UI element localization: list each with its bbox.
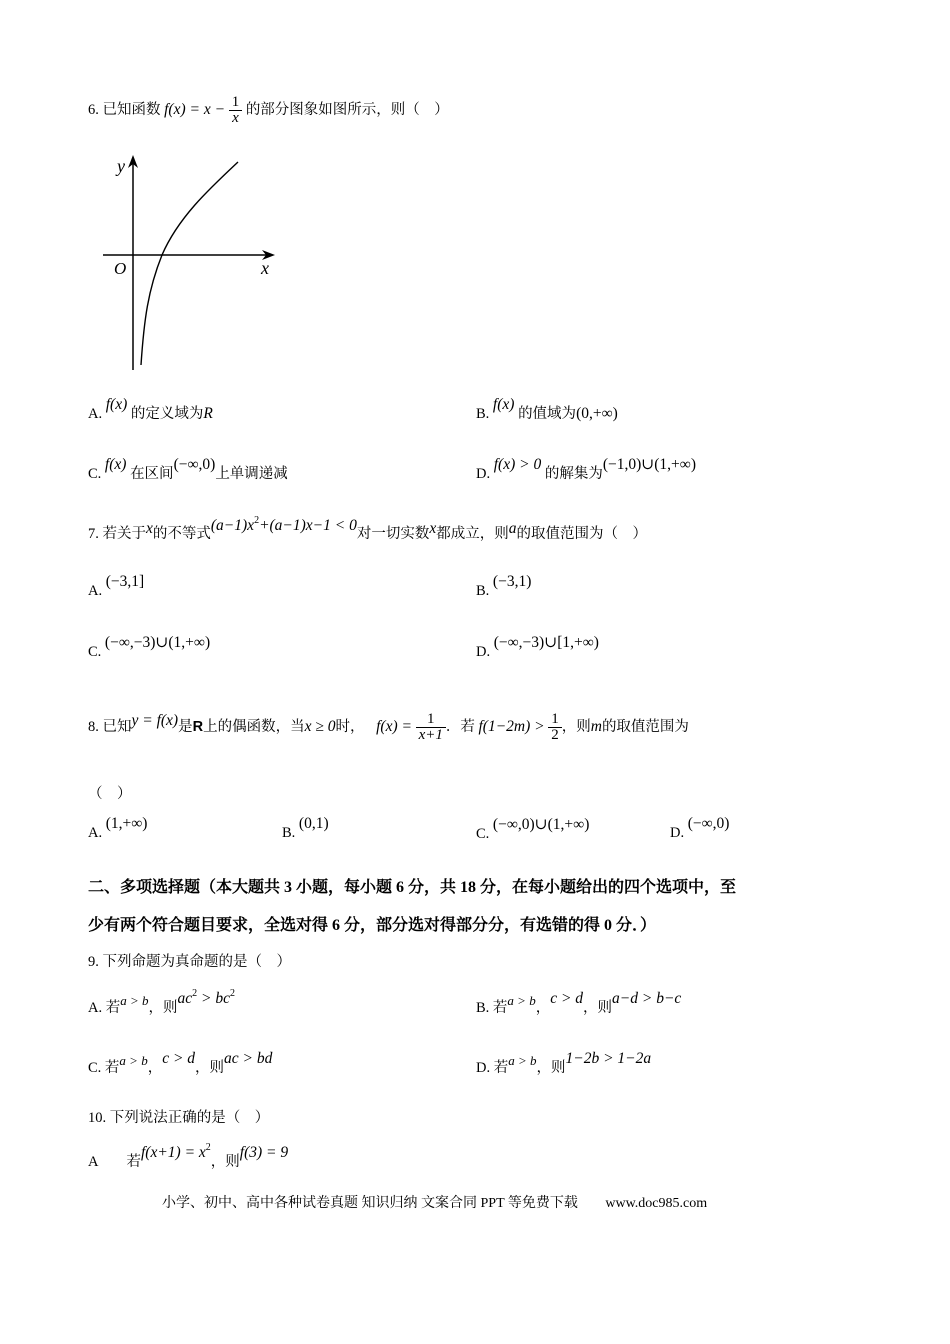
q8-when: 时， xyxy=(335,718,365,735)
q7-var2: x xyxy=(429,520,437,537)
result-ac: ac xyxy=(177,990,193,1007)
q6-stem xyxy=(88,95,449,126)
q9-option-d[interactable] xyxy=(476,1050,652,1077)
option-cond-2: c > d xyxy=(162,1050,196,1067)
q8-ruo: ．若 xyxy=(445,718,475,735)
option-letter: B. xyxy=(282,825,296,841)
option-letter: D. xyxy=(476,644,491,660)
option-text: 的定义域为 xyxy=(130,406,204,422)
q7-var3: a xyxy=(508,520,517,537)
option-math: (−∞,0) xyxy=(687,815,730,832)
option-sep: ，则 xyxy=(148,1000,178,1016)
q6-option-d[interactable] xyxy=(476,456,696,483)
q8-m: m xyxy=(590,717,602,735)
q7-inequality xyxy=(211,517,357,534)
f1-text: f(x+1) = x xyxy=(140,1144,206,1161)
q8-range: 的取值范围为 xyxy=(601,718,689,735)
option-f2: f(3) = 9 xyxy=(239,1144,289,1161)
option-text: 的解集为 xyxy=(544,466,603,482)
origin-label: O xyxy=(114,259,127,278)
option-letter: A xyxy=(88,1154,99,1170)
q8-pre: 已知 xyxy=(102,718,132,735)
option-sep: ，则 xyxy=(195,1060,225,1076)
q6-option-c[interactable] xyxy=(88,456,288,483)
q8-then: ，则 xyxy=(561,718,591,735)
option-result: 1−2b > 1−2a xyxy=(565,1050,652,1067)
option-result: ac > bd xyxy=(224,1050,273,1067)
option-ruo: 若 xyxy=(126,1154,141,1170)
option-cond-1: a > b xyxy=(507,993,536,1008)
q7-option-c[interactable] xyxy=(88,634,211,661)
option-math: (−∞,−3)∪(1,+∞) xyxy=(104,634,211,651)
q8-option-d[interactable] xyxy=(670,815,730,842)
option-tail: (0,+∞) xyxy=(576,405,618,422)
option-letter: C. xyxy=(88,644,102,660)
q7-var1: x xyxy=(146,520,153,537)
q8-fx: f(x) = xyxy=(376,717,412,735)
q7-option-a[interactable] xyxy=(88,573,145,600)
function-curve xyxy=(141,162,238,365)
q6-graph xyxy=(98,150,288,375)
option-letter: D. xyxy=(670,825,685,841)
option-math: f(x) xyxy=(492,396,515,413)
q7-stem xyxy=(88,515,647,543)
q8-R: R xyxy=(192,718,204,735)
option-math: (1,+∞) xyxy=(105,815,148,832)
q8-fraction-2 xyxy=(548,712,562,743)
q8-option-c[interactable] xyxy=(476,816,590,843)
q8-f12m: f(1−2m) > xyxy=(478,717,545,735)
q7-option-d[interactable] xyxy=(476,634,599,661)
q8-frac2-num: 1 xyxy=(548,712,562,728)
q9-option-b[interactable] xyxy=(476,990,682,1017)
result-bc: > bc xyxy=(197,990,230,1007)
option-math: (−∞,0)∪(1,+∞) xyxy=(492,816,590,833)
q8-frac1-den: x+1 xyxy=(418,727,443,743)
q7-mid2: 对一切实数 xyxy=(356,526,430,542)
option-letter: A. xyxy=(88,583,103,599)
f1-sup: 2 xyxy=(205,1142,211,1153)
q6-stem-pre: 已知函数 xyxy=(102,101,161,118)
section2-heading-line1: 二、多项选择题（本大题共 3 小题，每小题 6 分，共 18 分，在每小题给出的四个选项中，至 xyxy=(88,879,737,896)
q7-post: 的取值范围为（ ） xyxy=(516,526,647,542)
page-footer xyxy=(162,1192,707,1212)
option-letter: C. 若 xyxy=(88,1060,120,1076)
option-sep: ，则 xyxy=(583,1000,613,1016)
option-interval: (−∞,0) xyxy=(173,456,216,473)
q6-option-a[interactable] xyxy=(88,396,213,423)
option-comma: ， xyxy=(147,1060,163,1076)
q7-mid1: 的不等式 xyxy=(152,526,211,542)
q8-option-b[interactable] xyxy=(282,815,329,842)
option-result: a−d > b−c xyxy=(612,990,682,1007)
q6-frac-den: x xyxy=(232,110,239,126)
q8-frac2-den: 2 xyxy=(551,727,559,743)
q6-frac-num: 1 xyxy=(229,95,243,111)
q7-number: 7. xyxy=(88,526,99,542)
section2-heading-line2: 少有两个符合题目要求，全选对得 6 分，部分选对得部分分，有选错的得 0 分．） xyxy=(88,917,657,934)
q8-is: 是 xyxy=(178,718,193,735)
option-math: f(x) > 0 xyxy=(493,456,542,473)
y-axis-label: y xyxy=(117,156,125,176)
option-comma: ， xyxy=(535,1000,551,1016)
q9-option-c[interactable] xyxy=(88,1050,273,1077)
option-letter: D. xyxy=(476,466,491,482)
option-cond-2: c > d xyxy=(550,990,584,1007)
option-math: f(x) xyxy=(104,456,127,473)
option-letter: A. 若 xyxy=(88,1000,121,1016)
q8-option-a[interactable] xyxy=(88,815,148,842)
q6-stem-post: 的部分图象如图所示，则（ ） xyxy=(245,101,449,118)
option-cond: a > b xyxy=(120,993,149,1008)
option-letter: B. xyxy=(476,406,490,422)
result-sup1: 2 xyxy=(192,988,198,999)
q9-stem: 9. 下列命题为真命题的是（ ） xyxy=(88,954,291,970)
q8-fraction-1 xyxy=(416,712,446,743)
option-letter: C. xyxy=(476,826,490,842)
footer-text: 小学、初中、高中各种试卷真题 知识归纳 文案合同 PPT 等免费下载 xyxy=(162,1196,578,1211)
q7-option-b[interactable] xyxy=(476,573,532,600)
option-letter: B. 若 xyxy=(476,1000,508,1016)
option-text: 的值域为 xyxy=(518,406,577,422)
option-result xyxy=(178,990,235,1007)
q10-option-a[interactable] xyxy=(88,1142,289,1171)
q8-mid: 上的偶函数，当 xyxy=(203,718,305,735)
q6-func: f(x) = x − xyxy=(164,100,226,118)
q6-fraction xyxy=(229,95,243,126)
option-math: (−∞,−3)∪[1,+∞) xyxy=(493,634,599,651)
option-tail: R xyxy=(203,405,213,422)
q7-pre: 若关于 xyxy=(102,526,146,542)
option-letter: C. xyxy=(88,466,102,482)
q6-number: 6. xyxy=(88,101,99,118)
x-axis-label: x xyxy=(261,258,269,278)
q6-option-b[interactable] xyxy=(476,396,618,423)
q8-number: 8. xyxy=(88,718,99,735)
q8-frac1-num: 1 xyxy=(416,712,446,728)
option-letter: A. xyxy=(88,825,103,841)
option-tail: 上单调递减 xyxy=(215,466,288,482)
q8-yfx: y = f(x) xyxy=(131,711,179,729)
option-letter: B. xyxy=(476,583,490,599)
q10-stem: 10. 下列说法正确的是（ ） xyxy=(88,1110,270,1126)
option-f1 xyxy=(141,1144,211,1161)
option-math: (−3,1) xyxy=(492,573,532,590)
q7-ineq-a: (a−1)x xyxy=(210,517,255,534)
option-math: (0,1) xyxy=(298,815,329,832)
q8-stem xyxy=(88,712,689,743)
option-math: f(x) xyxy=(105,396,128,413)
result-sup2: 2 xyxy=(230,988,235,999)
option-sep: ，则 xyxy=(210,1154,240,1170)
option-cond-1: a > b xyxy=(119,1053,148,1068)
option-letter: D. 若 xyxy=(476,1060,509,1076)
option-math: (−3,1] xyxy=(105,573,145,590)
option-text: 在区间 xyxy=(130,466,174,482)
footer-url[interactable]: www.doc985.com xyxy=(605,1196,708,1211)
q7-ineq-sup: 2 xyxy=(254,515,260,526)
option-letter: A. xyxy=(88,406,103,422)
q7-ineq-b: +(a−1)x−1 < 0 xyxy=(259,517,357,534)
q8-cond: x ≥ 0 xyxy=(304,717,336,735)
option-sep: ，则 xyxy=(536,1060,566,1076)
option-tail: (−1,0)∪(1,+∞) xyxy=(602,456,696,473)
q8-paren: （ ） xyxy=(88,786,132,802)
q9-option-a[interactable] xyxy=(88,988,235,1017)
option-cond: a > b xyxy=(508,1053,537,1068)
q7-mid3: 都成立，则 xyxy=(436,526,509,542)
